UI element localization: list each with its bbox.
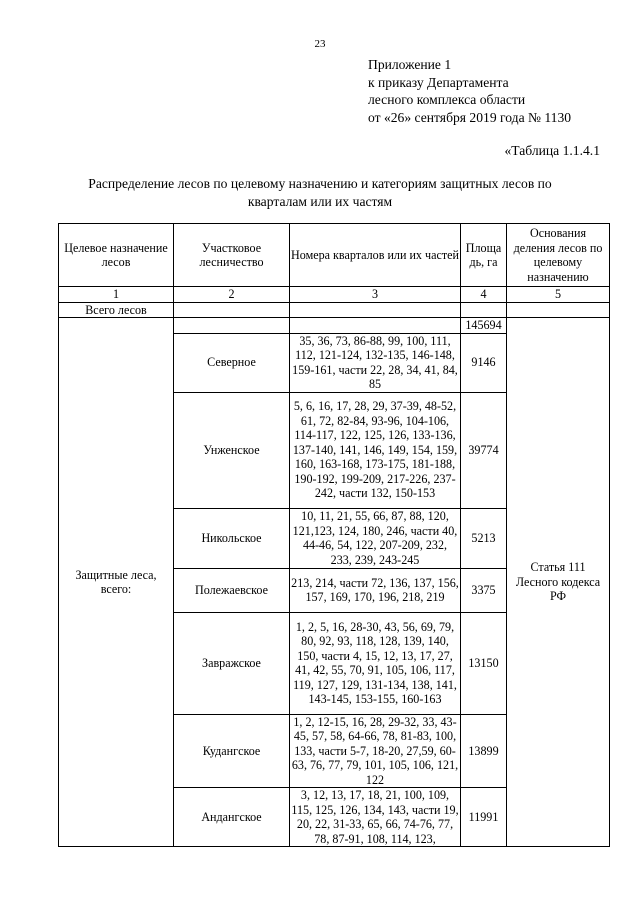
appendix-line-4: от «26» сентября 2019 года № 1130 — [368, 109, 572, 125]
column-number: 2 — [174, 287, 290, 303]
quarter-numbers: 1, 2, 12-15, 16, 28, 29-32, 33, 43-45, 57, 58, 64-66, 78, 81-83, 100, 133, части 5-7, 18-20, 27,59, 60-63, 76, 77, 79, 101, 105, 106, 121, 122 — [290, 714, 461, 788]
district-name: Завражское — [174, 612, 290, 714]
quarter-numbers: 1, 2, 5, 16, 28-30, 43, 56, 69, 79, 80, 92, 93, 118, 128, 139, 140, 150, части 4, 15, 12, 13, 17, 27, 41, 42, 55, 70, 91, 105, 106, 117, 119, 127, 129, 131-134, 138, 141, 143-145, 153-155, 160-163 — [290, 612, 461, 714]
header-basis: Основания деления лесов по целевому назначению — [507, 224, 610, 287]
column-number: 4 — [461, 287, 507, 303]
protective-forests-label: Защитные леса, всего: — [59, 318, 174, 847]
total-forests-row — [59, 302, 610, 318]
area-value: 3375 — [461, 568, 507, 612]
column-number: 1 — [59, 287, 174, 303]
area-value: 13899 — [461, 714, 507, 788]
area-value: 9146 — [461, 333, 507, 392]
district-name: Унженское — [174, 392, 290, 508]
protective-forests-row — [59, 318, 610, 334]
district-name: Кудангское — [174, 714, 290, 788]
total-forests-label: Всего лесов — [59, 302, 174, 318]
header-row — [59, 224, 610, 287]
header-purpose: Целевое назначение лесов — [59, 224, 174, 287]
area-value: 13150 — [461, 612, 507, 714]
quarter-numbers: 213, 214, части 72, 136, 137, 156, 157, 169, 170, 196, 218, 219 — [290, 568, 461, 612]
district-name: Никольское — [174, 508, 290, 568]
district-name: Северное — [174, 333, 290, 392]
header-area: Площа дь, га — [461, 224, 507, 287]
header-district: Участковое лесничество — [174, 224, 290, 287]
district-name: Андангское — [174, 788, 290, 847]
header-quarters: Номера кварталов или их частей — [290, 224, 461, 287]
forest-distribution-table — [58, 223, 610, 847]
quarter-numbers: 3, 12, 13, 17, 18, 21, 100, 109, 115, 125, 126, 134, 143, части 19, 20, 22, 31-33, 65, 66, 74-76, 77, 78, 87-91, 108, 114, 123, — [291, 788, 459, 846]
quarter-numbers: 35, 36, 73, 86-88, 99, 100, 111, 112, 121-124, 132-135, 146-148, 159-161, части 22, 28, 34, 41, 84, 85 — [290, 333, 461, 392]
quarter-numbers: 5, 6, 16, 17, 28, 29, 37-39, 48-52, 61, 72, 82-84, 93-96, 104-106, 114-117, 122, 125, 126, 133-136, 137-140, 141, 146, 149, 154, 159, 160, 163-168, 173-175, 181-188, 190-192, 199-209, 217-226, 237-242, части 132, 150-153 — [290, 392, 461, 508]
appendix-line-1: Приложение 1 — [368, 57, 452, 72]
column-number: 5 — [507, 287, 610, 303]
area-value: 11991 — [461, 788, 507, 847]
protective-forests-area: 145694 — [461, 318, 507, 334]
area-value: 5213 — [461, 508, 507, 568]
page-number: 23 — [314, 38, 326, 50]
appendix-line-3: лесного комплекса области — [368, 92, 526, 107]
protective-forests-basis: Статья 111 Лесного кодекса РФ — [507, 318, 610, 847]
appendix-line-2: к приказу Департамента — [368, 74, 509, 90]
column-number: 3 — [290, 287, 461, 303]
document-title: Распределение лесов по целевому назначению и категориям защитных лесов по кварталам или их частям — [88, 176, 552, 209]
area-value: 39774 — [461, 392, 507, 508]
district-name: Полежаевское — [174, 568, 290, 612]
table-label: «Таблица 1.1.4.1 — [504, 143, 600, 158]
quarter-numbers: 10, 11, 21, 55, 66, 87, 88, 120, 121,123, 124, 180, 246, части 40, 44-46, 54, 122, 207-209, 232, 233, 239, 243-245 — [290, 508, 461, 568]
column-number-row — [59, 287, 610, 303]
appendix-block — [368, 56, 571, 126]
